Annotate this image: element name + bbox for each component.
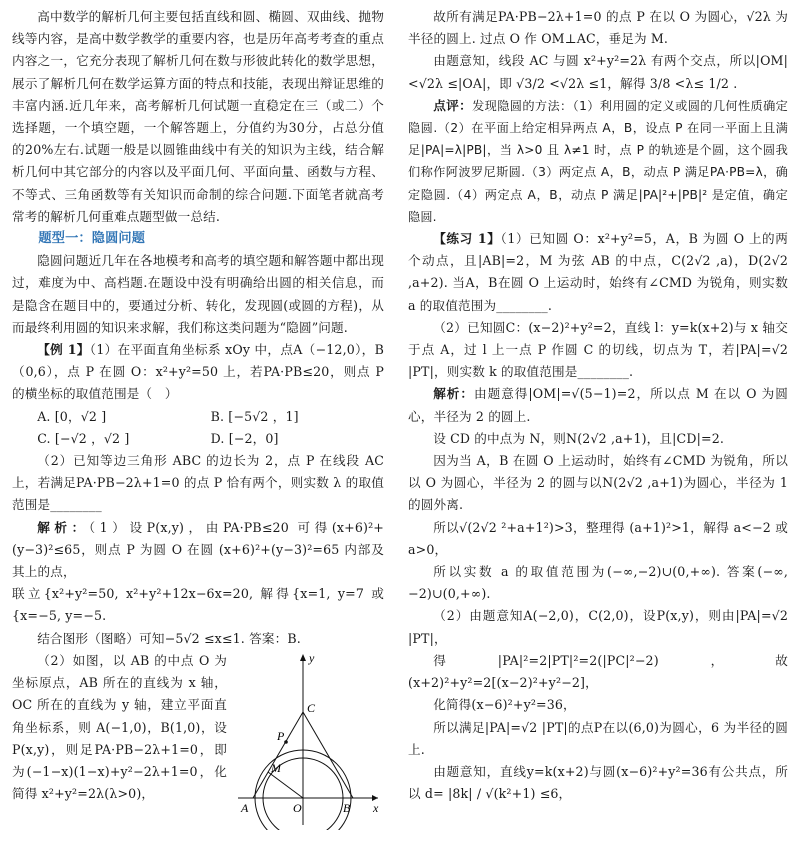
section-title: 题型一：隐圆问题: [38, 231, 146, 247]
exercise-solution-d: 所以√(2√2 ²+a+1²)>3，整理得 (a+1)²>1，解得 a<−2 或 a>0，: [408, 519, 788, 557]
exercise-1-q1: （1）已知圆 O：x²+y²=5，A，B 为圆 O 上的两个动点，且|AB|=2，M 为弦 AB 的中点，C(2√2 ,a)，D(2√2 ,a+2). 当A，B在圆 O 上运动时，始终有∠CMD 为锐角，则实数 a 的取值范围为________.: [408, 231, 788, 313]
options-row-2: [12, 428, 384, 450]
option-d: D. [−2，0]: [210, 430, 279, 446]
options-row-1: [12, 406, 384, 428]
solution-1-system: 联立{x²+y²=50, x²+y²+12x−6x=20, 解得{x=1, y=7 或{x=−5, y=−5.: [12, 586, 384, 624]
example-1-label: 【例 1】: [37, 342, 90, 358]
solution-2-text: （2）如图，以 AB 的中点 O 为坐标原点，AB 所在的直线为 x 轴，OC 所在的直线为 y 轴，建立平面直角坐标系，则 A(−1,0)，B(1,0)，设P(x,y)，则足PA·PB−2λ+1=0，即为(−1−x)(1−x)+y²−2λ+1=0，化简得 x²+y²=2λ(λ>0)，: [12, 652, 227, 802]
comment-text: 发现隐圆的方法：（1）利用圆的定义或圆的几何性质确定隐圆.（2）在平面上给定相异两点 A，B，设点 P 在同一平面上且满足|PA|=λ|PB|，当 λ>0 且 λ≠1 时，点 P 的轨迹是个圆，这个圆我们称作阿波罗尼斯圆.（3）两定点 A，B，动点 P 满足PA·PB=λ，确定隐圆.（4）两定点 A，B，动点 P 满足|PA|²+|PB|² 是定值，确定隐圆.: [408, 98, 789, 224]
coordinate-figure: [233, 650, 383, 830]
label-x: x: [373, 800, 379, 815]
exercise-solution-c: 因为当 A，B 在圆 O 上运动时，始终有∠CMD 为锐角，所以以 O 为圆心，半径为 2 的圆与以N(2√2 ,a+1)为圆心，半径为 1 的圆外离.: [408, 453, 788, 513]
example-1-text: （1）在平面直角坐标系 xOy 中，点A（−12,0），B（0,6），点 P 在圆 O：x²+y²=50 上，若PA·PB≤20，则点 P 的横坐标的取值范围是（ ）: [12, 342, 384, 402]
exercise-solution-b: 设 CD 的中点为 N，则N(2√2 ,a+1)，且|CD|=2.: [433, 430, 725, 446]
exercise-1: [408, 228, 788, 317]
example-1: [12, 339, 384, 406]
exercise-solution-a-text: 由题意得|OM|=√(5−1)=2，所以点 M 在以 O 为圆心，半径为 2 的圆上.: [408, 386, 788, 424]
label-y: y: [309, 650, 315, 665]
example-1-part-2: （2）已知等边三角形 ABC 的边长为 2，点 P 在线段 AC 上，若满足PA·PB−2λ+1=0 的点 P 恰有两个，则实数 λ 的取值范围是________: [12, 453, 384, 513]
segment-ac: [253, 712, 303, 798]
exercise-solution-a: [408, 383, 788, 427]
label-o: O: [293, 800, 302, 815]
exercise-solution-label: 解析：: [433, 386, 474, 402]
solution-1: [12, 517, 384, 584]
option-a: A. [0，√2 ]: [37, 408, 107, 424]
right-paragraph-1: 故所有满足PA·PB−2λ+1=0 的点 P 在以 O 为圆心，√2λ 为半径的圆上. 过点 O 作 OM⊥AC，垂足为 M.: [408, 9, 788, 47]
label-c: C: [307, 700, 316, 715]
left-column: [12, 6, 384, 830]
label-b: B: [343, 800, 351, 815]
right-column: [408, 6, 788, 805]
option-b: B. [−5√2 ，1]: [210, 408, 299, 424]
exercise-solution-e: 所以实数 a 的取值范围为(−∞,−2)∪(0,+∞). 答案(−∞,−2)∪(0,+∞).: [408, 564, 788, 602]
solution-2-block: [12, 650, 384, 830]
section-intro: 隐圆问题近几年在各地模考和高考的填空题和解答题中都出现过，难度为中、高档题.在题设中没有明确给出圆的相关信息，而是隐含在题目中的，要通过分析、转化，发现圆(或圆的方程)，从而最终利用圆的知识来求解，我们称这类问题为“隐圆”问题.: [12, 253, 384, 335]
y-axis-arrow-icon: [300, 654, 306, 661]
point-p: [284, 740, 288, 744]
label-p: P: [277, 728, 285, 743]
comment-label: 点评：: [433, 97, 473, 113]
segment-bc: [303, 712, 353, 798]
comment-block: [408, 95, 788, 228]
exercise-solution-g: 得|PA|²=2|PT|²=2(|PC|²−2)，故(x+2)²+y²=2[(x−2)²+y²−2]，: [408, 652, 788, 691]
label-a: A: [241, 800, 249, 815]
right-paragraph-2: 由题意知，线段 AC 与圆 x²+y²=2λ 有两个交点，所以|OM|<√2λ ≤|OA|，即 √3/2 <√2λ ≤1，解得 3/8 <λ≤ 1/2 .: [408, 53, 788, 91]
exercise-solution-h: 化简得(x−6)²+y²=36，: [433, 697, 576, 713]
solution-label: 解析：: [37, 519, 89, 535]
exercise-1-label: 【练习 1】: [433, 231, 501, 247]
exercise-1-q2: （2）已知圆C：(x−2)²+y²=2，直线 l：y=k(x+2)与 x 轴交于点 A，过 l 上一点 P 作圆 C 的切线，切点为 T，若|PA|=√2 |PT|，则实数 k 的取值范围是________.: [408, 319, 788, 380]
exercise-solution-f: （2）由题意知A(−2,0)，C(2,0)，设P(x,y)，则由|PA|=√2 |PT|，: [408, 608, 788, 646]
exercise-solution-i: 所以满足|PA|=√2 |PT|的点P在以(6,0)为圆心，6 为半径的圆上.: [408, 719, 788, 757]
intro-paragraph: 高中数学的解析几何主要包括直线和圆、椭圆、双曲线、抛物线等内容，是高中数学教学的重要内容，也是历年高考考查的重点内容之一，它充分表现了解析几何在数与形彼此转化的数学思想，展示了解析几何在数学运算方面的特点和技能，表现出辩证思维的丰富内涵.近几年来，高考解析几何试题一直稳定在三（或二）个选择题，一个填空题，一个解答题上，分值约为30分，占总分值的20%左右.试题一般是以圆锥曲线中有关的知识为主线，结合解析几何中其它部分的内容以及平面几何、平面向量、函数与方程、不等式、三角函数等有关知识而命制的综合问题.下面笔者就高考常考的解析几何重难点题型做一总结.: [12, 9, 384, 224]
segment-om: [268, 772, 303, 798]
label-m: M: [271, 760, 282, 775]
option-c: C. [−√2 ，√2 ]: [37, 430, 130, 446]
solution-1-text: （1）设P(x,y)，由PA·PB≤20 可得(x+6)²+(y−3)²≤65，则点 P 为圆 O 在圆 (x+6)²+(y−3)²=65 内部及其上的点，: [12, 519, 384, 580]
exercise-solution-j: 由题意知，直线y=k(x+2)与圆(x−6)²+y²=36有公共点，所以 d= |8k| / √(k²+1) ≤6，: [408, 763, 788, 802]
solution-1-answer: 结合图形（图略）可知−5√2 ≤x≤1. 答案：B.: [37, 630, 301, 646]
